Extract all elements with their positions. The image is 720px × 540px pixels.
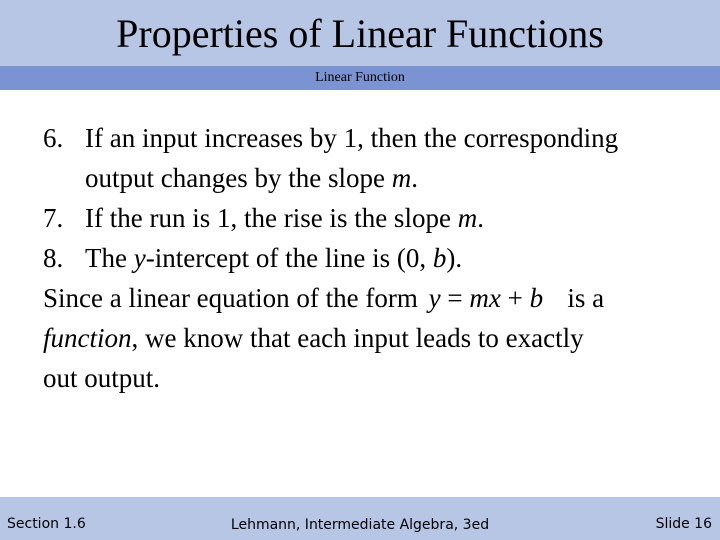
variable-m: m [457,203,478,233]
item-number: 7. [43,203,64,233]
formula-m: m [469,283,489,313]
item-line [85,118,693,158]
formula-b: b [529,283,544,313]
footer-book-title: Lehmann, Intermediate Algebra, 3ed [230,517,490,533]
item-text: -intercept of the line is (0, [145,243,433,273]
property-item-6 [43,118,693,198]
para-text: out output. [43,363,161,393]
item-text: ). [446,243,463,273]
item-number: 6. [43,123,64,153]
formula-x: x [488,283,501,313]
variable-y: y [133,243,146,273]
linear-equation-formula [425,278,561,318]
item-line [85,198,693,238]
formula-plus: + [500,283,530,313]
slide-subtitle: Linear Function [315,70,405,85]
item-text: . [411,163,418,193]
property-item-8 [43,238,693,278]
conclusion-paragraph [43,278,693,398]
slide-body [43,118,693,398]
para-text: , we know that each input leads to exactly [131,323,584,353]
slide-title: Properties of Linear Functions [116,11,604,56]
item-number: 8. [43,243,64,273]
para-line [43,358,693,398]
footer-section: Section 1.6 [7,516,86,532]
item-text: If the run is 1, the rise is the slope [85,203,458,233]
property-item-7 [43,198,693,238]
para-text: is a [560,283,605,313]
item-text: If an input increases by 1, then the corresponding [85,123,619,153]
item-text: . [477,203,484,233]
footer-slide-number: Slide 16 [655,516,712,532]
item-text: output changes by the slope [85,163,392,193]
para-line [43,278,693,318]
variable-m: m [391,163,412,193]
formula-equals: = [440,283,470,313]
variable-b: b [432,243,447,273]
item-text: The [85,243,134,273]
item-line [85,238,693,278]
para-emphasis: function [43,323,132,353]
formula-y: y [428,283,441,313]
para-line [43,318,693,358]
item-line [85,158,693,198]
para-text: Since a linear equation of the form [43,283,425,313]
